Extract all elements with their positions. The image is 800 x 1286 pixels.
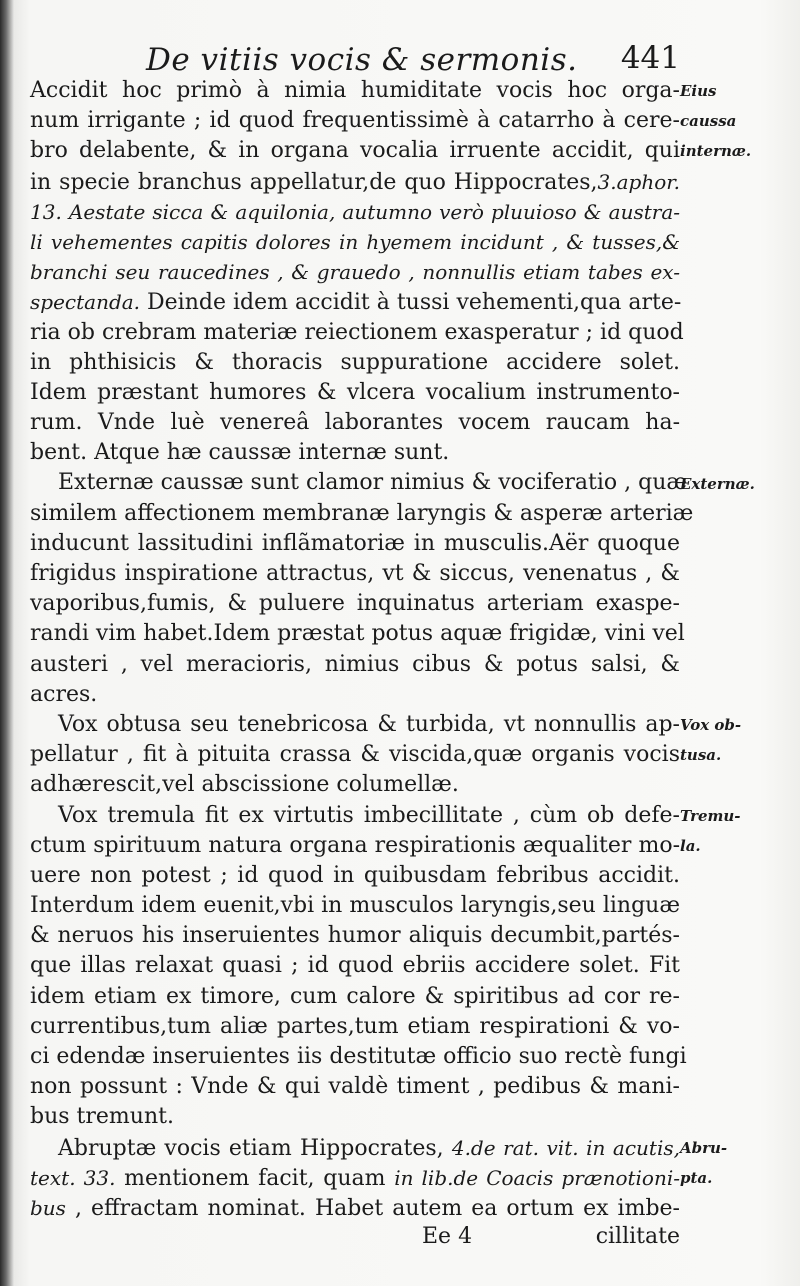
page-footer xyxy=(410,1218,680,1258)
text-segment: Externæ caussæ sunt clamor nimius & vociferatio , quæ xyxy=(58,470,688,496)
text-segment: Interdum idem euenit,vbi in musculos laryngis,seu linguæ xyxy=(30,893,681,919)
text-line xyxy=(30,227,680,257)
signature-mark: Ee 4 xyxy=(422,1224,473,1249)
text-line xyxy=(30,348,680,378)
text-segment: & neruos his inseruientes humor aliquis decumbit,partés- xyxy=(30,923,680,949)
page-number: 441 xyxy=(620,40,680,76)
text-line xyxy=(30,982,680,1012)
marginal-note: pta. xyxy=(680,1169,713,1188)
text-line xyxy=(30,408,680,438)
text-line xyxy=(30,801,680,831)
text-line xyxy=(30,76,680,106)
text-segment: in specie branchus appellatur,de quo Hippocrates, xyxy=(30,169,598,195)
text-segment: mentionem facit, quam xyxy=(115,1165,395,1191)
body-text xyxy=(30,76,694,1223)
marginal-note: tusa. xyxy=(680,746,722,765)
text-segment: rum. Vnde luè venereâ laborantes vocem raucam ha- xyxy=(30,410,680,436)
text-segment: que illas relaxat quasi ; id quod ebriis accidere solet. Fit xyxy=(30,953,680,979)
marginal-note: Vox ob- xyxy=(680,716,742,735)
text-line xyxy=(30,740,680,770)
text-line xyxy=(30,318,684,348)
text-line xyxy=(30,559,680,589)
running-title: De vitiis vocis & sermonis. xyxy=(146,42,578,78)
text-segment: ria ob crebram materiæ reiectionem exasperatur ; id quod xyxy=(30,319,684,345)
text-line xyxy=(30,680,680,710)
text-segment: bent. Atque hæ caussæ internæ sunt. xyxy=(30,440,450,466)
text-line xyxy=(30,619,685,649)
text-line xyxy=(30,1042,687,1072)
marginal-note: la. xyxy=(680,837,701,855)
italic-citation: branchi seu raucedines , & grauedo , nonnullis etiam tabes ex- xyxy=(30,260,680,285)
text-segment: num irrigante ; id quod frequentissimè à catarrho à cere- xyxy=(30,108,680,134)
marginal-note: Externæ. xyxy=(680,474,755,493)
text-segment: randi vim habet.Idem præstat potus aquæ frigidæ, vini vel xyxy=(30,621,685,647)
text-segment: Accidit hoc primò à nimia humiditate vocis hoc orga- xyxy=(30,78,680,103)
text-line xyxy=(30,891,680,921)
text-segment: ctum spirituum natura organa respirationis æqualiter mo- xyxy=(30,832,680,858)
marginal-note: Tremu- xyxy=(680,806,741,825)
text-segment: inducunt lassitudini inflãmatoriæ in musculis.Aër quoque xyxy=(30,530,680,556)
italic-citation: 13. Aestate sicca & aquilonia, autumno verò pluuioso & austra- xyxy=(30,199,680,224)
text-segment: bus tremunt. xyxy=(30,1104,174,1130)
text-line xyxy=(30,710,680,740)
italic-citation: text. 33. xyxy=(30,1165,116,1190)
text-segment: in phthisicis & thoracis suppuratione accidere solet. xyxy=(30,349,680,375)
text-line xyxy=(30,770,680,800)
italic-citation: spectanda. xyxy=(30,290,141,315)
text-line xyxy=(30,1012,680,1042)
text-line xyxy=(30,468,688,498)
marginal-note: Abru- xyxy=(680,1139,728,1157)
marginal-note: internæ. xyxy=(680,142,752,161)
italic-citation: 4.de rat. vit. in acutis, xyxy=(451,1135,680,1160)
text-segment: , effractam nominat. Habet autem ea ortum ex imbe- xyxy=(65,1195,680,1221)
text-segment: uere non potest ; id quod in quibusdam febribus accidit. xyxy=(30,862,680,888)
text-segment: currentibus,tum aliæ partes,tum etiam respirationi & vo- xyxy=(30,1013,680,1039)
text-line xyxy=(30,257,680,287)
text-line xyxy=(30,831,680,861)
italic-citation: li vehementes capitis dolores in hyemem incidunt , & tusses,& xyxy=(30,229,680,254)
italic-citation: bus xyxy=(30,1195,66,1220)
text-segment: Vox obtusa seu tenebricosa & turbida, vt nonnullis ap- xyxy=(58,711,680,737)
text-segment: non possunt : Vnde & qui valdè timent , pedibus & mani- xyxy=(30,1074,680,1100)
text-line xyxy=(30,438,680,468)
text-segment: idem etiam ex timore, cum calore & spiritibus ad cor re- xyxy=(30,983,680,1009)
text-line xyxy=(30,861,680,891)
marginal-note: Eius xyxy=(680,82,717,100)
catchword: cillitate xyxy=(595,1224,680,1249)
text-line xyxy=(30,951,680,981)
text-segment: acres. xyxy=(30,681,98,707)
text-line xyxy=(30,1102,680,1132)
text-segment: similem affectionem membranæ laryngis & asperæ arteriæ xyxy=(30,500,694,526)
text-line xyxy=(30,287,680,317)
text-line xyxy=(30,167,680,197)
text-line xyxy=(30,921,680,951)
marginal-note: caussa xyxy=(680,112,737,131)
text-segment: austeri , vel meracioris, nimius cibus & potus salsi, & xyxy=(30,651,680,677)
text-line xyxy=(30,136,680,166)
text-segment: vaporibus,fumis, & puluere inquinatus arteriam exaspe- xyxy=(30,591,680,617)
text-segment: Vox tremula fit ex virtutis imbecillitate , cùm ob defe- xyxy=(58,802,680,828)
italic-citation: in lib.de Coacis prænotioni- xyxy=(394,1165,681,1190)
text-segment: Abruptæ vocis etiam Hippocrates, xyxy=(58,1135,452,1161)
text-line xyxy=(30,1133,680,1163)
text-segment: pellatur , fit à pituita crassa & viscida,quæ organis vocis xyxy=(30,742,680,768)
text-line xyxy=(30,106,680,136)
text-line xyxy=(30,589,680,619)
text-segment: bro delabente, & in organa vocalia irruente accidit, qui xyxy=(30,138,680,164)
text-segment: Idem præstant humores & vlcera vocalium instrumento- xyxy=(30,379,680,405)
text-segment: adhærescit,vel abscissione columellæ. xyxy=(30,772,459,798)
text-line xyxy=(30,1072,680,1102)
text-line xyxy=(30,529,680,559)
text-segment: Deinde idem accidit à tussi vehementi,qua arte- xyxy=(140,290,682,316)
text-segment: frigidus inspiratione attractus, vt & siccus, venenatus , & xyxy=(30,561,680,586)
text-line xyxy=(30,197,680,227)
italic-citation: 3.aphor. xyxy=(597,169,680,194)
text-segment: ci edendæ inseruientes iis destitutæ officio suo rectè fungi xyxy=(30,1044,687,1069)
text-line xyxy=(30,378,680,408)
text-line xyxy=(30,499,694,529)
text-line xyxy=(30,650,680,680)
text-line xyxy=(30,1163,680,1193)
